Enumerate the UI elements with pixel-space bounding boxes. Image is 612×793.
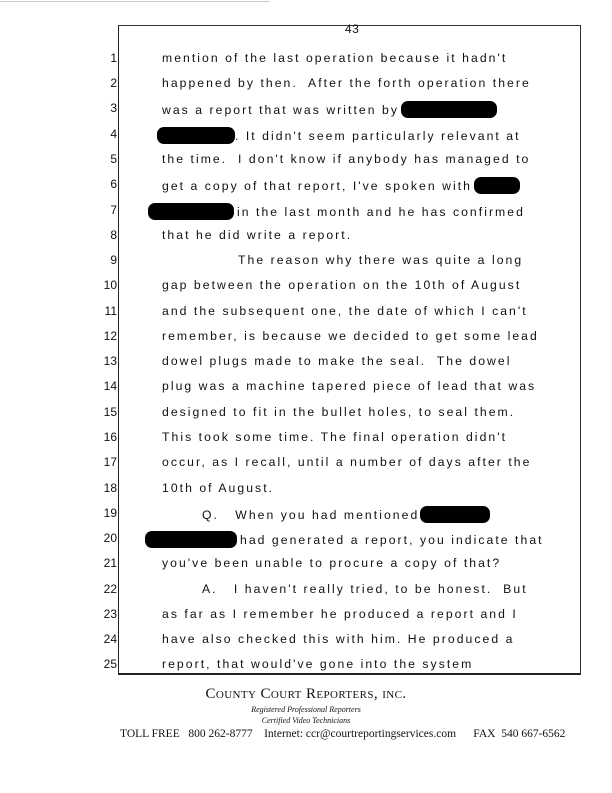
line-text: that he did write a report. xyxy=(162,228,353,242)
transcript-line xyxy=(0,101,612,121)
line-text-segment: Q. When you had mentioned xyxy=(202,508,420,522)
line-text: and the subsequent one, the date of which I can't xyxy=(162,304,528,318)
transcript-line xyxy=(0,304,612,324)
line-number: 14 xyxy=(103,379,117,393)
line-text: plug was a machine tapered piece of lead that was xyxy=(162,379,537,393)
line-text: A. I haven't really tried, to be honest. But xyxy=(202,582,528,596)
line-number: 19 xyxy=(103,506,117,520)
footer-subtitle-reporters: Registered Professional Reporters xyxy=(251,705,361,714)
line-text: you've been unable to procure a copy of that? xyxy=(162,556,502,570)
redaction-block xyxy=(148,203,234,220)
transcript-line xyxy=(0,152,612,172)
internet-label: Internet: xyxy=(264,728,304,740)
line-number: 18 xyxy=(103,481,117,495)
line-text-segment: was a report that was written by xyxy=(162,103,399,117)
footer-subtitle-video: Certified Video Technicians xyxy=(261,716,351,725)
transcript-line xyxy=(0,455,612,475)
transcript-line xyxy=(0,127,612,147)
line-number: 5 xyxy=(110,152,117,166)
line-text-segment: had generated a report, you indicate that xyxy=(240,533,544,547)
toll-free-number: 800 262-8777 xyxy=(188,728,253,740)
line-text: This took some time. The final operation didn't xyxy=(162,430,508,444)
redaction-block xyxy=(474,177,520,194)
fax-number: 540 667-6562 xyxy=(501,728,566,740)
line-number: 2 xyxy=(110,76,117,90)
line-text xyxy=(162,177,520,194)
line-text: mention of the last operation because it hadn't xyxy=(162,51,508,65)
transcript-line xyxy=(0,76,612,96)
transcript-line xyxy=(0,278,612,298)
transcript-line xyxy=(0,430,612,450)
transcript-line xyxy=(0,379,612,399)
redaction-block xyxy=(420,506,490,523)
line-number: 17 xyxy=(103,455,117,469)
line-text xyxy=(162,101,497,118)
line-text: occur, as I recall, until a number of days after the xyxy=(162,455,532,469)
transcript-line xyxy=(0,228,612,248)
transcript-line xyxy=(0,354,612,374)
toll-free-label: TOLL FREE xyxy=(120,728,180,740)
line-text xyxy=(145,531,544,548)
line-number: 12 xyxy=(103,329,117,343)
line-text: dowel plugs made to make the seal. The dowel xyxy=(162,354,512,368)
line-number: 3 xyxy=(110,101,117,115)
redaction-block xyxy=(157,127,235,144)
line-text: have also checked this with him. He produced a xyxy=(162,632,515,646)
transcript-line xyxy=(0,203,612,223)
footer-contact-line xyxy=(120,728,565,740)
fax-label: FAX xyxy=(473,728,496,740)
line-number: 10 xyxy=(103,278,117,292)
line-text: designed to fit in the bullet holes, to seal them. xyxy=(162,405,516,419)
line-number: 4 xyxy=(110,127,117,141)
line-text xyxy=(202,506,490,523)
line-text: The reason why there was quite a long xyxy=(238,253,524,267)
line-number: 9 xyxy=(110,253,117,267)
transcript-line xyxy=(0,329,612,349)
line-number: 7 xyxy=(110,203,117,217)
line-number: 16 xyxy=(103,430,117,444)
transcript-line xyxy=(0,177,612,197)
line-number: 11 xyxy=(104,304,117,318)
scan-top-rule xyxy=(0,1,270,2)
line-text: gap between the operation on the 10th of August xyxy=(162,278,522,292)
line-number: 8 xyxy=(110,228,117,242)
transcript-line xyxy=(0,632,612,652)
transcript-line xyxy=(0,506,612,526)
transcript-line xyxy=(0,531,612,551)
transcript-line xyxy=(0,657,612,677)
transcript-page-frame xyxy=(118,25,581,675)
page-number: 43 xyxy=(345,22,360,36)
transcript-line xyxy=(0,253,612,273)
line-number: 21 xyxy=(103,556,117,570)
line-number: 1 xyxy=(110,51,117,65)
line-number: 6 xyxy=(110,177,117,191)
transcript-line xyxy=(0,582,612,602)
line-number: 25 xyxy=(103,657,117,671)
line-number: 22 xyxy=(103,582,117,596)
line-text-segment: get a copy of that report, I've spoken with xyxy=(162,179,472,193)
redaction-block xyxy=(145,531,237,548)
line-number: 24 xyxy=(103,632,117,646)
line-text: report, that would've gone into the system xyxy=(162,657,474,671)
line-text-segment: . It didn't seem particularly relevant at xyxy=(235,129,521,143)
line-text-segment: in the last month and he has confirmed xyxy=(237,205,525,219)
transcript-line xyxy=(0,481,612,501)
line-text: as far as I remember he produced a report and I xyxy=(162,607,518,621)
transcript-line xyxy=(0,607,612,627)
line-text: remember, is because we decided to get some lead xyxy=(162,329,539,343)
line-text xyxy=(148,203,525,220)
line-number: 13 xyxy=(103,354,117,368)
redaction-block xyxy=(401,101,497,118)
line-number: 15 xyxy=(103,405,117,419)
line-number: 20 xyxy=(103,531,117,545)
line-text: the time. I don't know if anybody has managed to xyxy=(162,152,531,166)
internet-email: ccr@courtreportingservices.com xyxy=(305,728,457,740)
transcript-line xyxy=(0,405,612,425)
line-text: 10th of August. xyxy=(162,481,275,495)
transcript-line xyxy=(0,556,612,576)
transcript-line xyxy=(0,51,612,71)
footer-company-name: County Court Reporters, inc. xyxy=(205,686,407,702)
line-text xyxy=(157,127,521,144)
line-number: 23 xyxy=(103,607,117,621)
line-text: happened by then. After the forth operation there xyxy=(162,76,531,90)
